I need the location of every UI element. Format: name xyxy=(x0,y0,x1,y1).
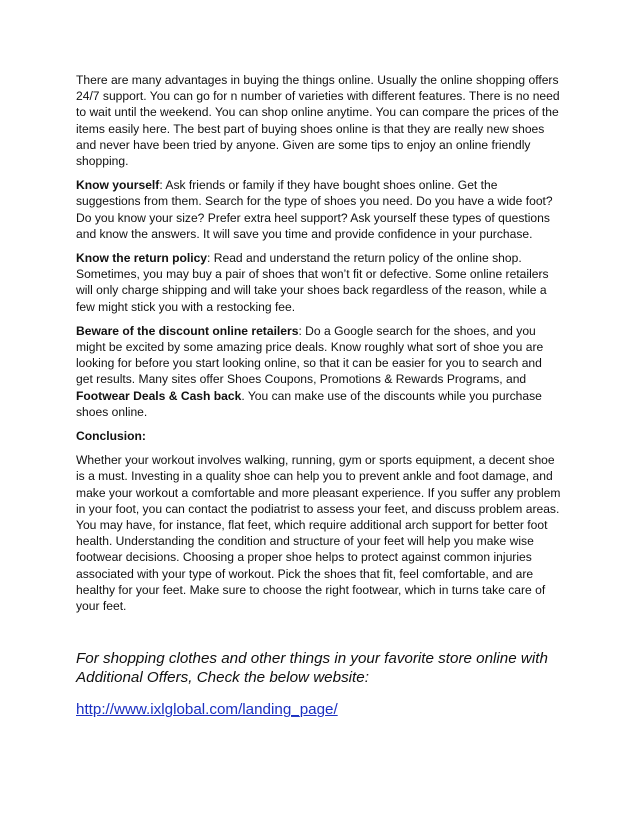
tip-return-policy xyxy=(76,250,562,315)
tip-text: : Read and understand the return policy of the online shop. Sometimes, you may buy a pair of shoes that won’t fit or defective. Some online retailers will only charge shipping and will take your shoes back regardless of the reason, while a few might stick you with a restocking fee. xyxy=(76,251,549,314)
document-page xyxy=(76,72,562,720)
conclusion-paragraph: Whether your workout involves walking, running, gym or sports equipment, a decent shoe is a must. Investing in a quality shoe can help you to prevent ankle and foot damage, and make your workout a comfortable and more pleasant experience. If you suffer any problem in your foot, you can contact the podiatrist to assess your feet, and discuss problem areas. You may have, for instance, flat feet, which require additional arch support for better foot health. Understanding the condition and structure of your feet will help you make wise footwear decisions. Choosing a proper shoe helps to protect against common injuries associated with your type of workout. Pick the shoes that fit, feel comfortable, and are healthy for your feet. Make sure to choose the right footwear, which in turns take care of your feet. xyxy=(76,453,561,614)
tip-text: : Ask friends or family if they have bought shoes online. Get the suggestions from them. Search for the type of shoes you need. Do you have a wide foot? Do you know your size? Prefer extra heel support? Ask yourself these types of questions and know the answers. It will save you time and provide confidence in your purchase. xyxy=(76,178,553,241)
tip-text: : Do a Google search for the shoes, and you might be excited by some amazing price deals. Know roughly what sort of shoe you are looking for before you start looking online, so that it can be easier for you to search and get results. Many sites offer Shoes Coupons, Promotions & Rewards Programs, and xyxy=(76,323,544,387)
tip-title: Know yourself xyxy=(76,178,160,193)
tip-discount-retailers xyxy=(76,323,562,420)
promo-text: For shopping clothes and other things in your favorite store online with Additional Offers, Check the below website: xyxy=(76,650,548,686)
tip-title: Know the return policy xyxy=(76,251,208,266)
intro-paragraph: There are many advantages in buying the things online. Usually the online shopping offers 24/7 support. You can go for n number of varieties with different features. There is no need to wait until the weekend. You can shop online anytime. You can compare the prices of the items easily here. The best part of buying shoes online is that they are really new shoes and never have been tried by anyone. Given are some tips to enjoy an online friendly shopping. xyxy=(76,73,560,169)
conclusion-heading: Conclusion: xyxy=(76,429,146,444)
website-link[interactable]: http://www.ixlglobal.com/landing_page/ xyxy=(76,701,338,719)
tip-title: Beware of the discount online retailers xyxy=(76,323,299,338)
tip-text-after: . You can make use of the discounts while you purchase shoes online. xyxy=(76,388,542,419)
tip-bold-inline: Footwear Deals & Cash back xyxy=(76,388,242,403)
tip-know-yourself xyxy=(76,177,562,242)
